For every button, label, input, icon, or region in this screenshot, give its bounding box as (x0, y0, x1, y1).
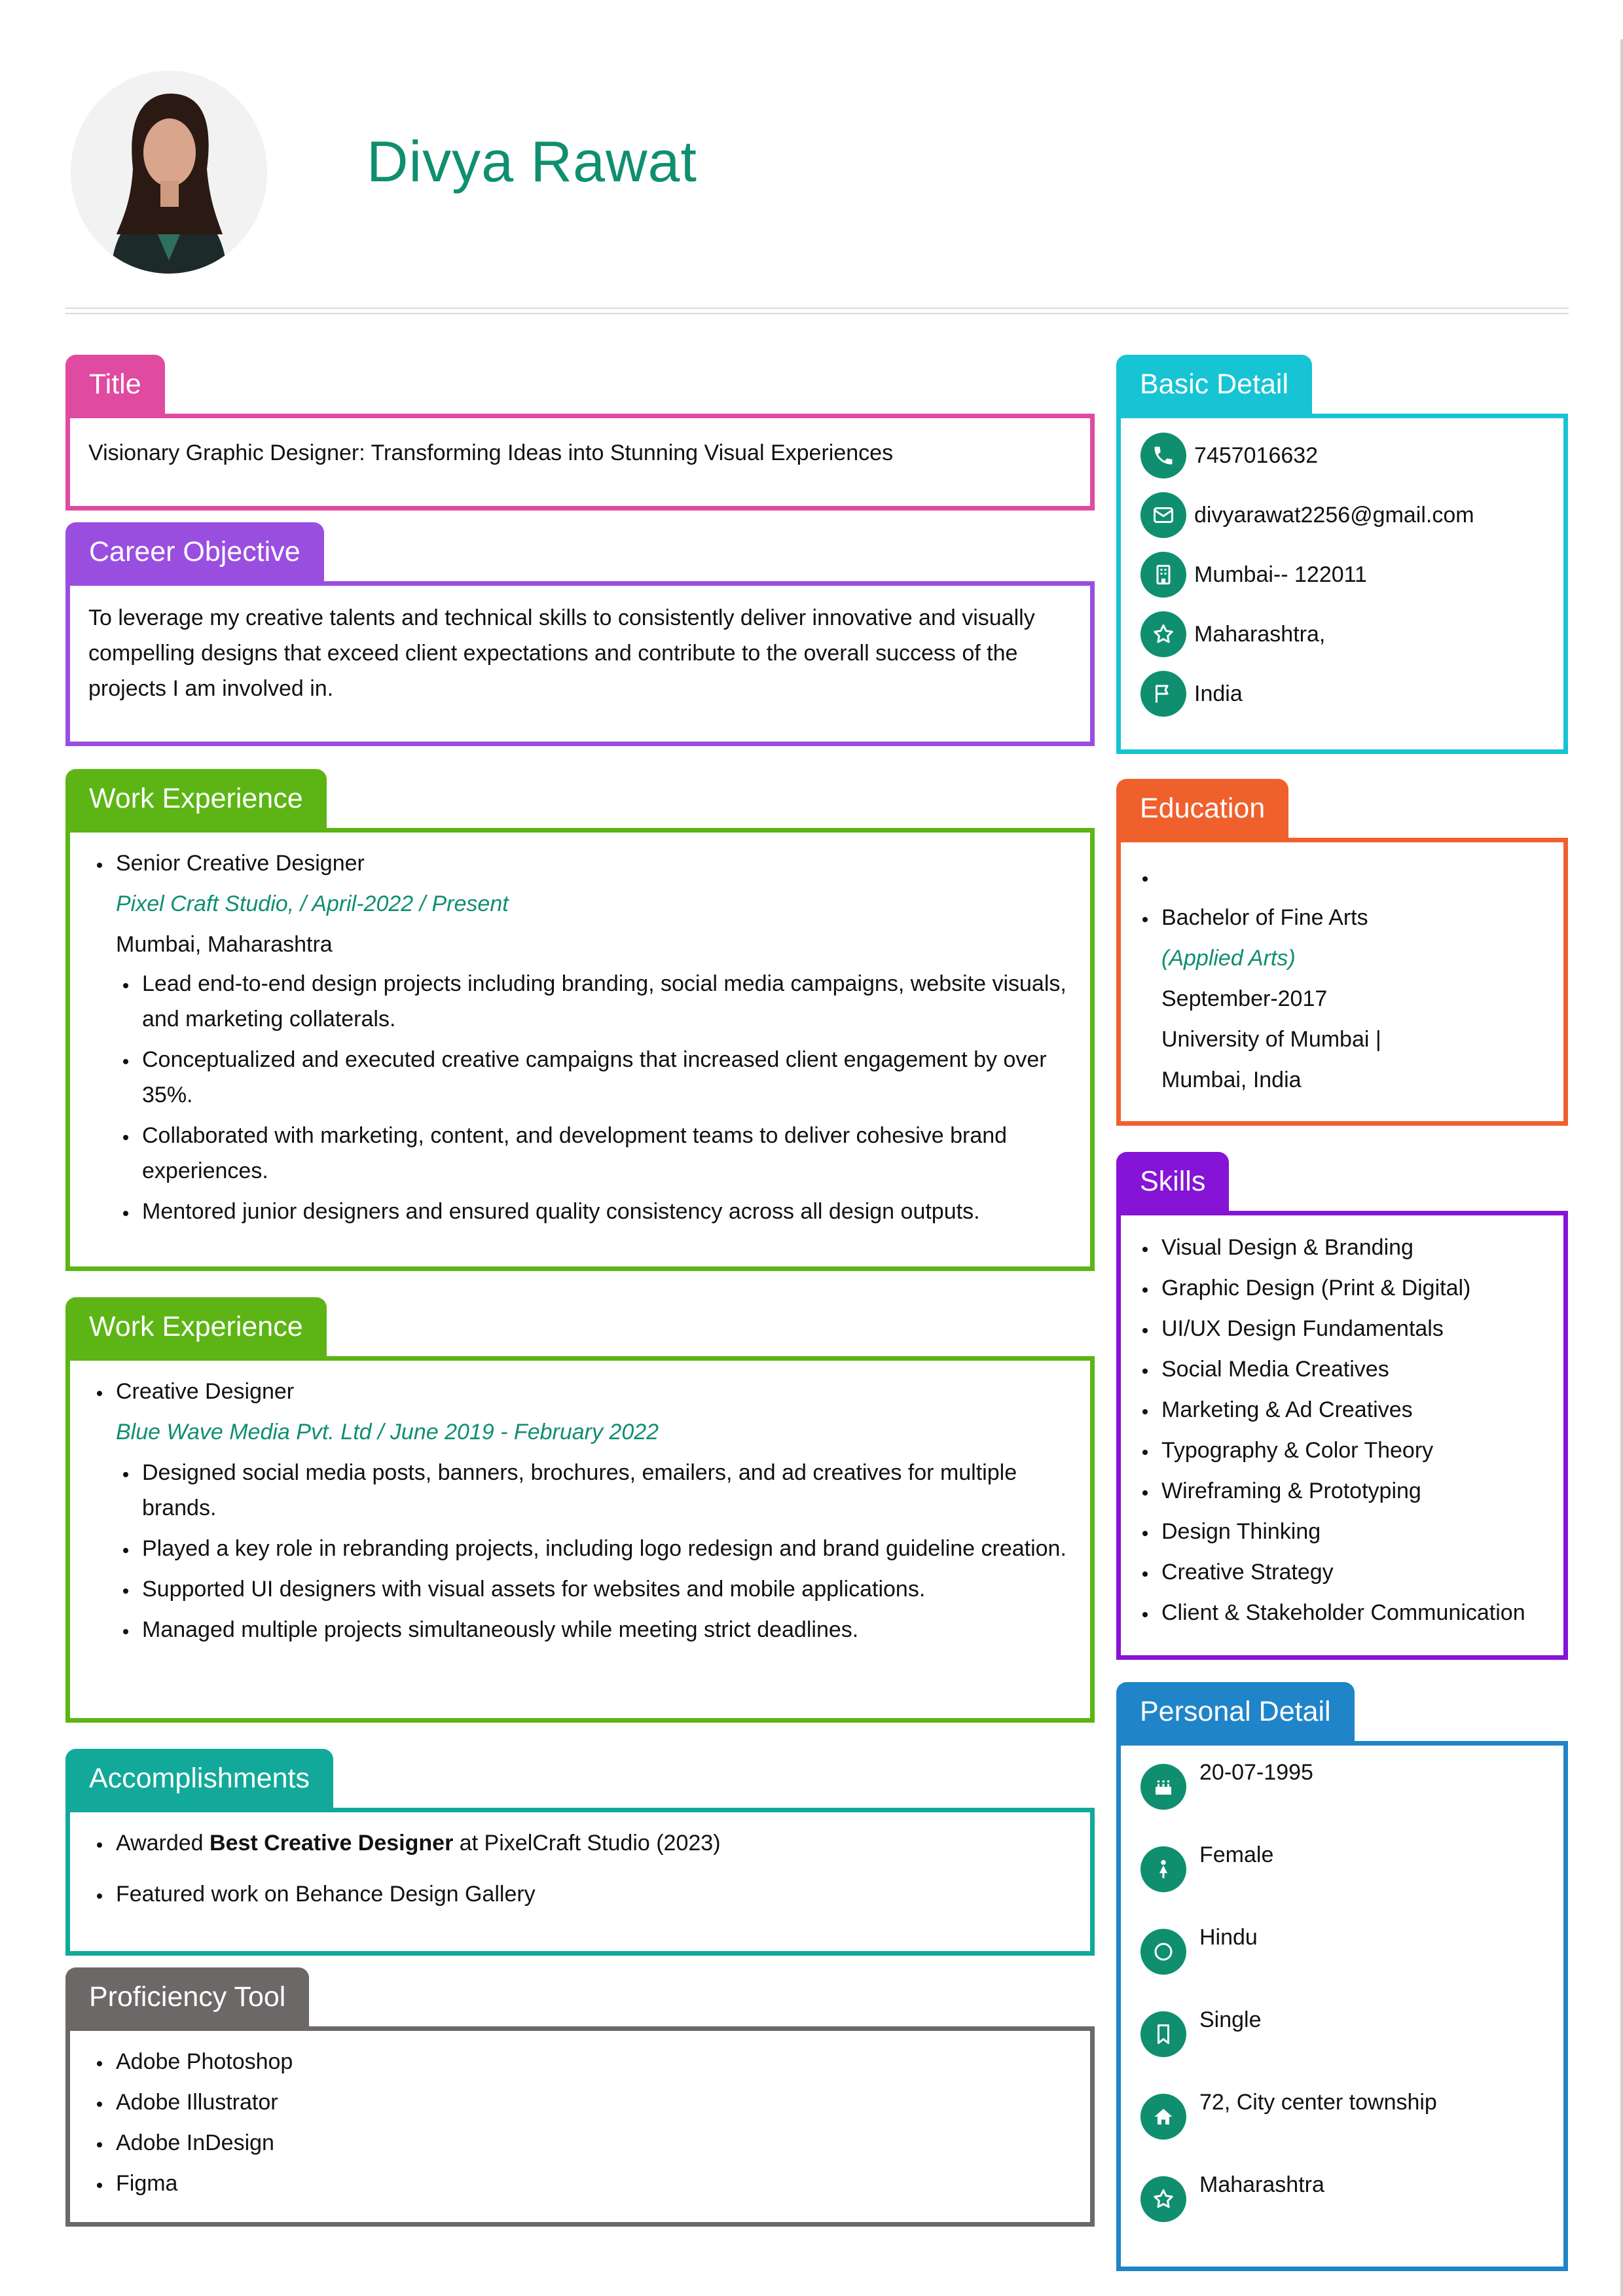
section-heading: Skills (1116, 1152, 1229, 1211)
section-body (1116, 414, 1568, 754)
job-role: • Creative Designer Blue Wave Media Pvt. Ltd / June 2019 - February 2022 • Designed social media posts, banners, brochures, emailers, and ad creatives for multiple brands. • Played a key role in rebranding projects, including logo redesign and brand guideline creation. • Supported UI designers with visual assets for websites and mobile applications. • Managed multiple projects simultaneously while meeting strict deadlines. (112, 1374, 1094, 1647)
education-location: Mumbai, India (1161, 1067, 1302, 1092)
degree-field: (Applied Arts) (1161, 946, 1296, 971)
tool-list (90, 2044, 1094, 2201)
city-value: Mumbai-- 122011 (1194, 562, 1367, 587)
section-body (1116, 838, 1568, 1126)
section-body (65, 581, 1095, 746)
degree: • Bachelor of Fine Arts (Applied Arts) September-2017 University of Mumbai | Mumbai, India (1158, 900, 1563, 1098)
flag-icon (1140, 671, 1186, 717)
list-item: • Played a key role in rebranding projects, including logo redesign and brand guideline creation. (138, 1531, 1081, 1566)
company-line: Pixel Craft Studio, / April-2022 / Present (116, 891, 509, 916)
list-item: • Adobe InDesign (112, 2125, 1094, 2161)
skill-item: • Graphic Design (Print & Digital) (1158, 1270, 1577, 1306)
section-body (65, 828, 1095, 1271)
section-heading: Basic Detail (1116, 355, 1312, 414)
bookmark-icon (1140, 2011, 1186, 2057)
list-item: • Mentored junior designers and ensured quality consistency across all design outputs. (138, 1194, 1081, 1229)
skill-item: • Social Media Creatives (1158, 1352, 1577, 1387)
skills-list (1135, 1230, 1577, 1630)
list-item: • Featured work on Behance Design Gallery (112, 1876, 1094, 1912)
cake-icon (1140, 1764, 1186, 1810)
section-body (65, 414, 1095, 511)
list-item: • Conceptualized and executed creative campaigns that increased client engagement by over 35%. (138, 1042, 1081, 1113)
job-role: • Senior Creative Designer Pixel Craft Studio, / April-2022 / Present Mumbai, Maharashtra • Lead end-to-end design projects including branding, social media campaigns, website visuals, and marketing collaterals. • Conceptualized and executed creative campaigns that increased client engagement by over 35%. • Collaborated with marketing, content, and development teams to deliver cohesive brand experiences. • Mentored junior designers and ensured quality consistency across all design outputs. (112, 846, 1094, 1229)
list-item: • Adobe Photoshop (112, 2044, 1094, 2079)
section-body (1116, 1211, 1568, 1660)
accomplishment-list (90, 1825, 1094, 1912)
profile-photo (71, 71, 267, 274)
skill-item: • Visual Design & Branding (1158, 1230, 1577, 1265)
objective-text: To leverage my creative talents and technical skills to consistently deliver innovative and visually compelling designs that exceed client expectations and contribute to the overall success of the projects I am involved in. (88, 605, 1035, 701)
responsibility-list (116, 1455, 1081, 1647)
skill-item: • UI/UX Design Fundamentals (1158, 1311, 1577, 1346)
section-heading: Personal Detail (1116, 1682, 1355, 1741)
state-value: Maharashtra, (1194, 622, 1326, 647)
role-list (90, 846, 1094, 1229)
list-item: • Designed social media posts, banners, brochures, emailers, and ad creatives for multiple brands. (138, 1455, 1081, 1526)
section-heading: Accomplishments (65, 1749, 333, 1808)
circle-icon (1140, 1929, 1186, 1975)
section-body (65, 2026, 1095, 2227)
female-icon (1140, 1846, 1186, 1892)
section-heading: Work Experience (65, 769, 327, 828)
star-icon (1140, 2176, 1186, 2222)
home-icon (1140, 2094, 1186, 2140)
list-item: • Supported UI designers with visual assets for websites and mobile applications. (138, 1571, 1081, 1607)
email-value: divyarawat2256@gmail.com (1194, 503, 1474, 528)
phone-icon (1140, 433, 1186, 478)
star-icon (1140, 611, 1186, 657)
education-list (1135, 859, 1563, 1098)
section-body (65, 1808, 1095, 1956)
empty-list-item (1158, 859, 1563, 895)
section-heading: Proficiency Tool (65, 1967, 309, 2026)
university: University of Mumbai | (1161, 1027, 1381, 1052)
education-date: September-2017 (1161, 986, 1328, 1011)
candidate-name: Divya Rawat (367, 129, 697, 194)
skill-item: • Client & Stakeholder Communication (1158, 1595, 1577, 1630)
section-body (1116, 1741, 1568, 2271)
skill-item: • Creative Strategy (1158, 1554, 1577, 1590)
company-line: Blue Wave Media Pvt. Ltd / June 2019 - February 2022 (116, 1420, 659, 1444)
mail-icon (1140, 492, 1186, 538)
religion-value: Hindu (1199, 1925, 1258, 1950)
country-value: India (1194, 681, 1243, 706)
section-heading: Work Experience (65, 1297, 327, 1356)
skill-item: • Wireframing & Prototyping (1158, 1473, 1577, 1509)
address-value: 72, City center township (1199, 2090, 1437, 2115)
role-list (90, 1374, 1094, 1647)
responsibility-list (116, 966, 1081, 1229)
skill-item: • Typography & Color Theory (1158, 1433, 1577, 1468)
list-item: • Figma (112, 2166, 1094, 2201)
header-divider (65, 308, 1569, 314)
gender-value: Female (1199, 1842, 1274, 1867)
skill-item: • Marketing & Ad Creatives (1158, 1392, 1577, 1427)
page-edge-line (1620, 39, 1623, 2296)
title-text: Visionary Graphic Designer: Transforming Ideas into Stunning Visual Experiences (88, 440, 894, 465)
list-item: • Lead end-to-end design projects including branding, social media campaigns, website visuals, and marketing collaterals. (138, 966, 1081, 1037)
dob-value: 20-07-1995 (1199, 1760, 1313, 1785)
section-heading: Education (1116, 779, 1288, 838)
list-item: • Adobe Illustrator (112, 2085, 1094, 2120)
list-item: • Awarded Best Creative Designer at PixelCraft Studio (2023) (112, 1825, 1094, 1861)
phone-value: 7457016632 (1194, 443, 1319, 468)
section-body (65, 1356, 1095, 1723)
section-heading: Title (65, 355, 165, 414)
building-icon (1140, 552, 1186, 598)
skill-item: • Design Thinking (1158, 1514, 1577, 1549)
list-item: • Managed multiple projects simultaneously while meeting strict deadlines. (138, 1612, 1081, 1647)
marital-value: Single (1199, 2007, 1262, 2032)
personal-state-value: Maharashtra (1199, 2172, 1324, 2197)
job-location: Mumbai, Maharashtra (116, 932, 333, 957)
list-item: • Collaborated with marketing, content, and development teams to deliver cohesive brand experiences. (138, 1118, 1081, 1189)
section-heading: Career Objective (65, 522, 324, 581)
